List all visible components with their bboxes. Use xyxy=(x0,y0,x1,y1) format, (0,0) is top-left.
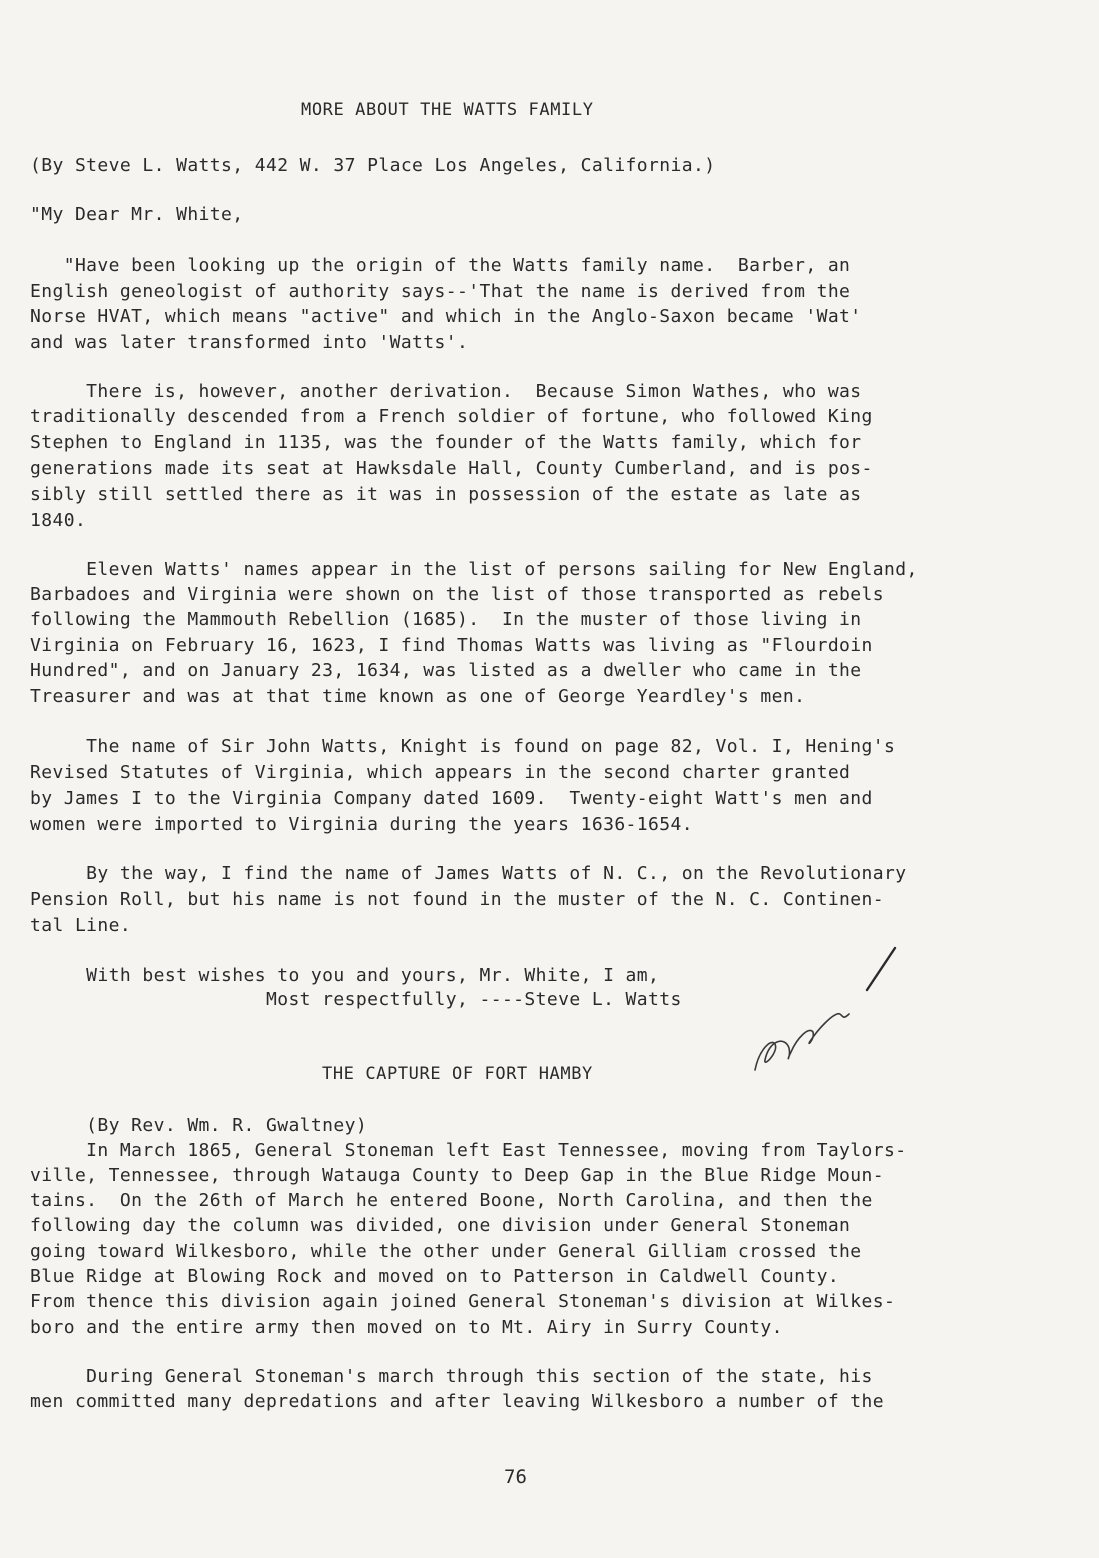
letter-signature: Most respectfully, ----Steve L. Watts xyxy=(30,989,682,1010)
paragraph-line: men committed many depredations and after leaving Wilkesboro a number of the xyxy=(30,1391,885,1412)
paragraph-line: From thence this division again joined General Stoneman's division at Wilkes- xyxy=(30,1291,896,1312)
paragraph-line: Virginia on February 16, 1623, I find Thomas Watts was living as "Flourdoin xyxy=(30,635,873,656)
paragraph-line: boro and the entire army then moved on to Mt. Airy in Surry County. xyxy=(30,1317,783,1338)
paragraph-line: Barbadoes and Virginia were shown on the list of those transported as rebels xyxy=(30,584,885,605)
paragraph-line: traditionally descended from a French soldier of fortune, who followed King xyxy=(30,406,873,427)
article-title-fort-hamby: THE CAPTURE OF FORT HAMBY xyxy=(322,1064,593,1084)
paragraph-line: Stephen to England in 1135, was the founder of the Watts family, which for xyxy=(30,432,862,453)
paragraph-line: English geneologist of authority says--'That the name is derived from the xyxy=(30,281,851,302)
paragraph-line: Treasurer and was at that time known as one of George Yeardley's men. xyxy=(30,686,806,707)
paragraph-line: tal Line. xyxy=(30,915,132,936)
paragraph-line: The name of Sir John Watts, Knight is found on page 82, Vol. I, Hening's xyxy=(30,736,896,757)
paragraph-line: Hundred", and on January 23, 1634, was listed as a dweller who came in the xyxy=(30,660,862,681)
paragraph-line: ville, Tennessee, through Watauga County to Deep Gap in the Blue Ridge Moun- xyxy=(30,1165,885,1186)
paragraph-line: Pension Roll, but his name is not found in the muster of the N. C. Continen- xyxy=(30,889,885,910)
paragraph-line: going toward Wilkesboro, while the other under General Gilliam crossed the xyxy=(30,1241,862,1262)
letter-closing: With best wishes to you and yours, Mr. White, I am, xyxy=(30,965,660,986)
handwritten-mark-icon xyxy=(745,940,915,1080)
paragraph-line: There is, however, another derivation. Because Simon Wathes, who was xyxy=(30,381,862,402)
paragraph-line: By the way, I find the name of James Watts of N. C., on the Revolutionary xyxy=(30,863,907,884)
paragraph-line: women were imported to Virginia during the years 1636-1654. xyxy=(30,814,693,835)
article-byline-watts: (By Steve L. Watts, 442 W. 37 Place Los Angeles, California.) xyxy=(30,155,716,176)
letter-salutation: "My Dear Mr. White, xyxy=(30,204,244,225)
paragraph-line: by James I to the Virginia Company dated 1609. Twenty-eight Watt's men and xyxy=(30,788,873,809)
paragraph-line: following the Mammouth Rebellion (1685). In the muster of those living in xyxy=(30,609,862,630)
paragraph-line: In March 1865, General Stoneman left East Tennessee, moving from Taylors- xyxy=(30,1140,907,1161)
paragraph-line: generations made its seat at Hawksdale Hall, County Cumberland, and is pos- xyxy=(30,458,873,479)
paragraph-line: sibly still settled there as it was in possession of the estate as late as xyxy=(30,484,862,505)
article-title-watts: MORE ABOUT THE WATTS FAMILY xyxy=(301,100,594,120)
paragraph-line: and was later transformed into 'Watts'. xyxy=(30,332,469,353)
paragraph-line: 1840. xyxy=(30,510,87,531)
paragraph-line: "Have been looking up the origin of the Watts family name. Barber, an xyxy=(30,255,851,276)
page-number: 76 xyxy=(504,1466,527,1488)
paragraph-line: Revised Statutes of Virginia, which appears in the second charter granted xyxy=(30,762,851,783)
article-byline-gwaltney: (By Rev. Wm. R. Gwaltney) xyxy=(30,1115,368,1136)
paragraph-line: tains. On the 26th of March he entered Boone, North Carolina, and then the xyxy=(30,1190,873,1211)
paragraph-line: Norse HVAT, which means "active" and which in the Anglo-Saxon became 'Wat' xyxy=(30,306,862,327)
paragraph-line: Eleven Watts' names appear in the list of persons sailing for New England, xyxy=(30,559,918,580)
paragraph-line: During General Stoneman's march through this section of the state, his xyxy=(30,1366,873,1387)
paragraph-line: Blue Ridge at Blowing Rock and moved on to Patterson in Caldwell County. xyxy=(30,1266,840,1287)
paragraph-line: following day the column was divided, one division under General Stoneman xyxy=(30,1215,851,1236)
